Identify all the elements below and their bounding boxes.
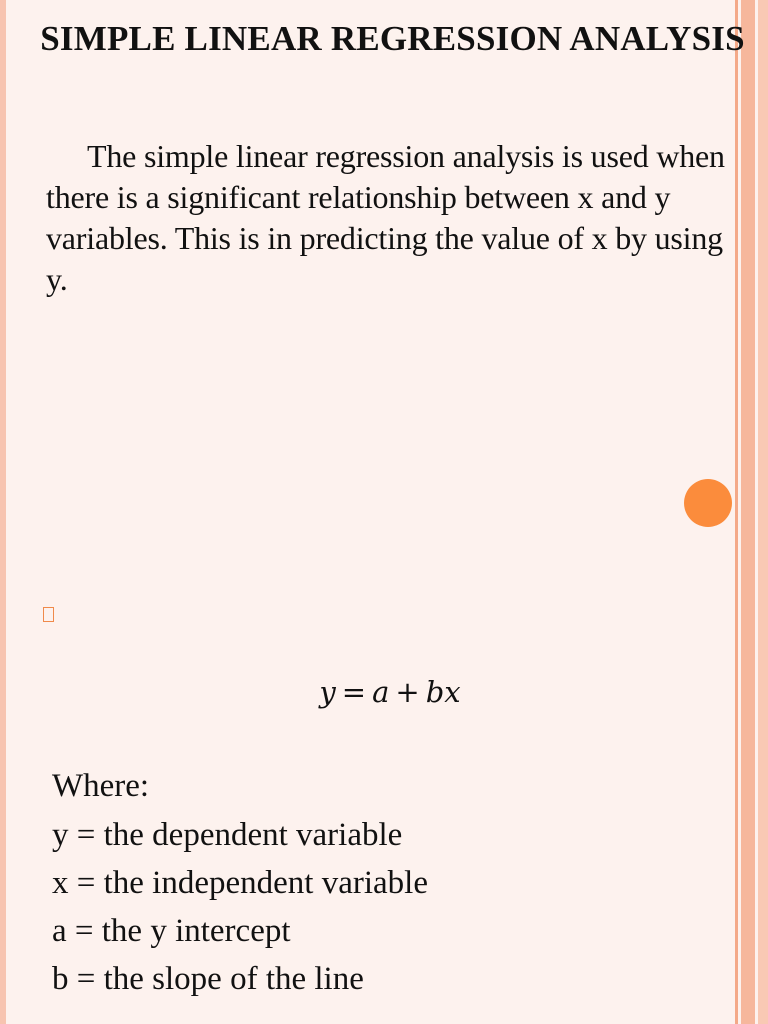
equation-a: a xyxy=(372,675,390,709)
definition-item: a = the y intercept xyxy=(52,913,291,949)
slide-title: SIMPLE LINEAR REGRESSION ANALYSIS xyxy=(40,19,745,58)
equation-equals: = xyxy=(341,675,367,709)
left-border xyxy=(0,0,6,1024)
right-stripe xyxy=(758,0,768,1024)
equation-y: y xyxy=(319,675,336,709)
where-label: Where: xyxy=(52,768,150,804)
accent-dot xyxy=(684,479,732,527)
bullet-icon xyxy=(43,607,54,622)
definition-item: b = the slope of the line xyxy=(52,961,364,997)
intro-paragraph: The simple linear regression analysis is used when there is a significant relationship between x and y variables. This is in predicting the value of x by using y. xyxy=(46,138,725,297)
regression-equation xyxy=(0,672,768,712)
definitions-list xyxy=(52,811,428,1003)
right-stripe xyxy=(741,0,755,1024)
equation-bx: bx xyxy=(425,675,461,709)
definition-item: y = the dependent variable xyxy=(52,817,403,853)
definition-item: x = the independent variable xyxy=(52,865,428,901)
equation-plus: + xyxy=(395,675,420,709)
